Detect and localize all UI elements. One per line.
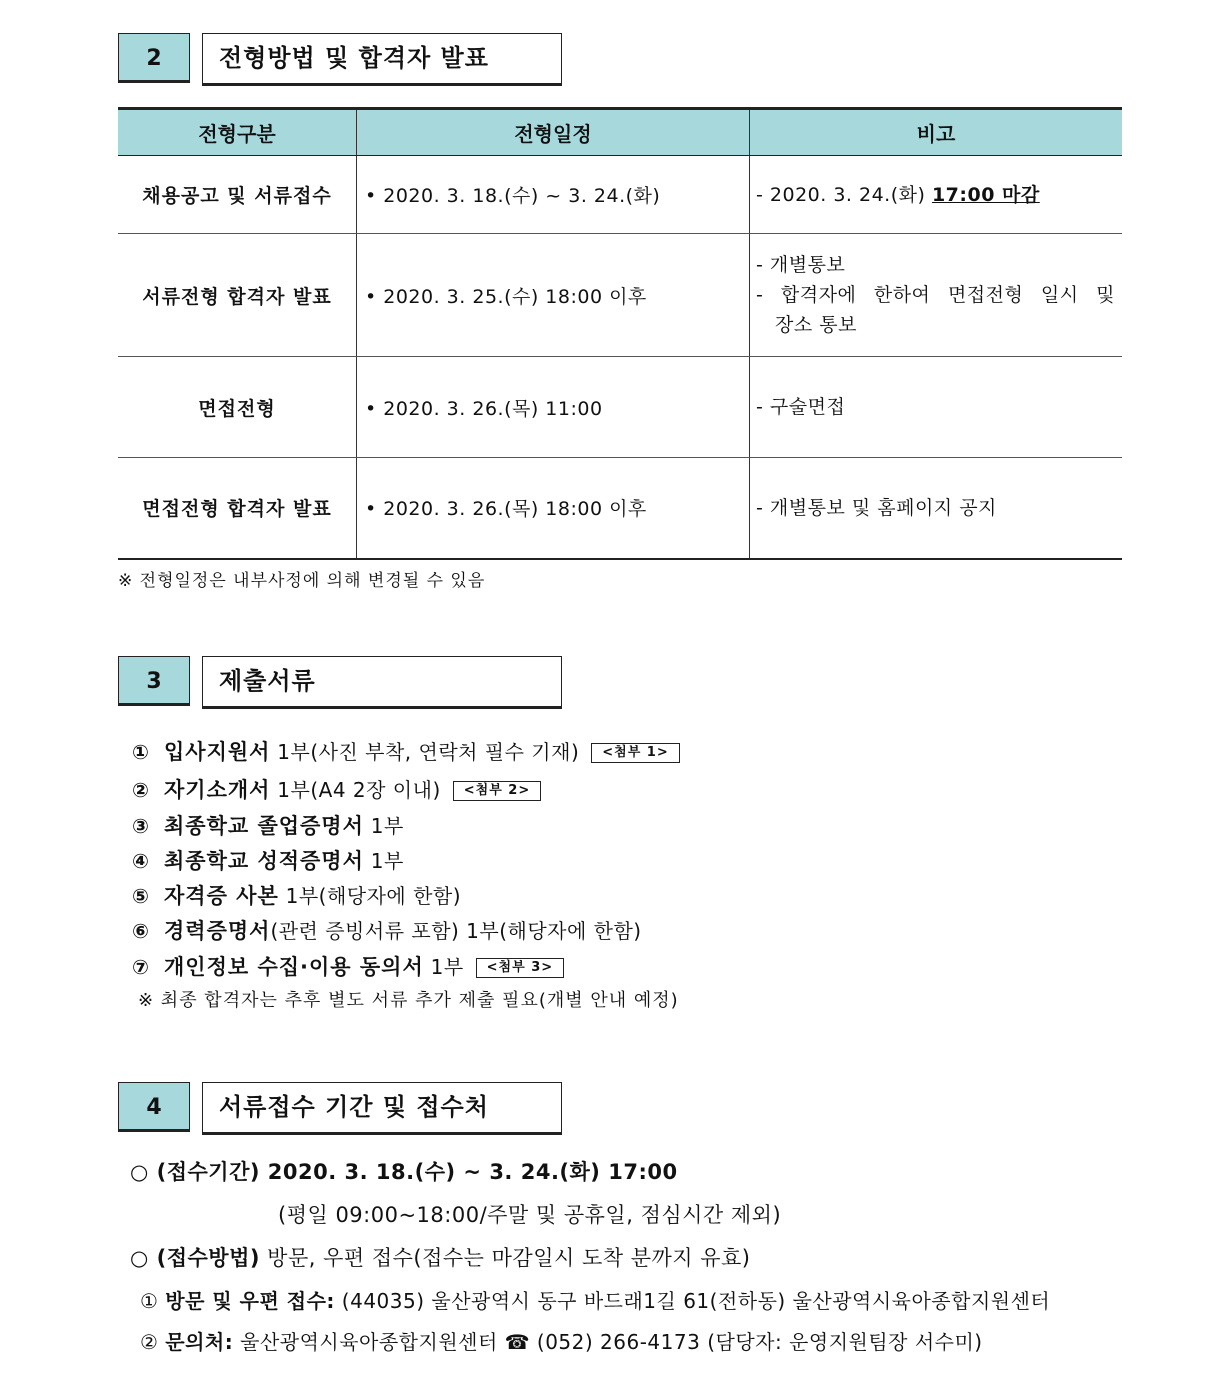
item-name: 최종학교 성적증명서 (164, 849, 364, 873)
documents-note: ※ 최종 합격자는 추후 별도 서류 추가 제출 필요(개별 안내 예정) (138, 990, 679, 1011)
contact-info (140, 1326, 983, 1355)
item-detail: 1부 (423, 955, 464, 979)
section-title: 서류접수 기간 및 접수처 (202, 1082, 562, 1135)
table-header-row (118, 109, 1122, 156)
row-date: • 2020. 3. 18.(수) ~ 3. 24.(화) (357, 156, 750, 234)
note-line: - 개별통보 (756, 254, 846, 276)
deadline-text: 17:00 마감 (931, 183, 1040, 206)
note-line: 장소 통보 (775, 314, 857, 336)
list-item (132, 732, 680, 772)
row-note (750, 234, 1123, 357)
header-schedule: 전형일정 (357, 109, 750, 156)
list-item (132, 844, 680, 879)
row-category: 채용공고 및 서류접수 (118, 156, 357, 234)
item-number: ⑥ (132, 919, 150, 943)
attachment-label: <첨부 1> (591, 743, 679, 763)
contact-label: 문의처: (165, 1330, 234, 1354)
table-row (118, 234, 1122, 357)
section-number: 2 (118, 33, 190, 83)
item-number: ① (140, 1289, 159, 1313)
item-number: ② (132, 778, 150, 802)
visit-address (140, 1285, 1050, 1314)
section-title: 제출서류 (202, 656, 562, 709)
schedule-table (118, 107, 1122, 560)
application-method (130, 1242, 751, 1272)
section-title: 전형방법 및 합격자 발표 (202, 33, 562, 86)
document-list (132, 732, 680, 1012)
method-text: 방문, 우편 접수(접수는 마감일시 도착 분까지 유효) (259, 1246, 751, 1270)
item-name: 입사지원서 (164, 740, 271, 764)
row-category: 서류전형 합격자 발표 (118, 234, 357, 357)
item-number: ⑤ (132, 884, 150, 908)
item-number: ③ (132, 814, 150, 838)
item-detail: 1부(해당자에 한함) (278, 884, 462, 908)
contact-text: 울산광역시육아종합지원센터 ☎ (052) 266-4173 (담당자: 운영지원팀장 서수미) (233, 1330, 983, 1354)
table-row (118, 156, 1122, 234)
item-detail: 1부(사진 부착, 연락처 필수 기재) (270, 740, 580, 764)
row-note: - 개별통보 및 홈페이지 공지 (750, 458, 1123, 559)
item-detail: 1부 (363, 814, 404, 838)
list-item (132, 772, 680, 809)
method-label: ○ (접수방법) (130, 1246, 260, 1270)
row-date: • 2020. 3. 25.(수) 18:00 이후 (357, 234, 750, 357)
header-category: 전형구분 (118, 109, 357, 156)
row-category: 면접전형 합격자 발표 (118, 458, 357, 559)
row-date: • 2020. 3. 26.(목) 11:00 (357, 357, 750, 458)
list-item (132, 914, 680, 949)
list-item (132, 809, 680, 844)
header-remarks: 비고 (750, 109, 1123, 156)
note-line: - 합격자에 한하여 면접전형 일시 및 (756, 284, 1115, 306)
visit-label: 방문 및 우편 접수: (165, 1289, 335, 1313)
item-name: 경력증명서 (164, 919, 271, 943)
address-text: (44035) 울산광역시 동구 바드래1길 61(전하동) 울산광역시육아종합지원센터 (334, 1289, 1051, 1313)
item-name: 개인정보 수집·이용 동의서 (164, 955, 424, 979)
application-period (130, 1156, 678, 1186)
note-prefix: - 2020. 3. 24.(화) (756, 183, 926, 206)
table-row (118, 458, 1122, 559)
item-name: 자기소개서 (164, 778, 271, 802)
item-name: 최종학교 졸업증명서 (164, 814, 364, 838)
row-date: • 2020. 3. 26.(목) 18:00 이후 (357, 458, 750, 559)
row-note (750, 156, 1123, 234)
schedule-footnote: ※ 전형일정은 내부사정에 의해 변경될 수 있음 (118, 571, 486, 591)
period-note: (평일 09:00~18:00/주말 및 공휴일, 점심시간 제외) (278, 1203, 782, 1227)
item-detail: 1부(A4 2장 이내) (270, 778, 441, 802)
item-detail: 1부 (363, 849, 404, 873)
item-number: ② (140, 1330, 159, 1354)
item-number: ⑦ (132, 955, 150, 979)
item-name: 자격증 사본 (164, 884, 279, 908)
period-text: ○ (접수기간) 2020. 3. 18.(수) ~ 3. 24.(화) 17:00 (130, 1160, 678, 1184)
section-number: 3 (118, 656, 190, 706)
list-item (132, 949, 680, 986)
item-detail: (관련 증빙서류 포함) 1부(해당자에 한함) (270, 919, 642, 943)
table-row (118, 357, 1122, 458)
section-number: 4 (118, 1082, 190, 1132)
row-note: - 구술면접 (750, 357, 1123, 458)
row-category: 면접전형 (118, 357, 357, 458)
list-item (132, 879, 680, 914)
attachment-label: <첨부 3> (476, 958, 564, 978)
item-number: ④ (132, 849, 150, 873)
item-number: ① (132, 740, 150, 764)
attachment-label: <첨부 2> (453, 781, 541, 801)
